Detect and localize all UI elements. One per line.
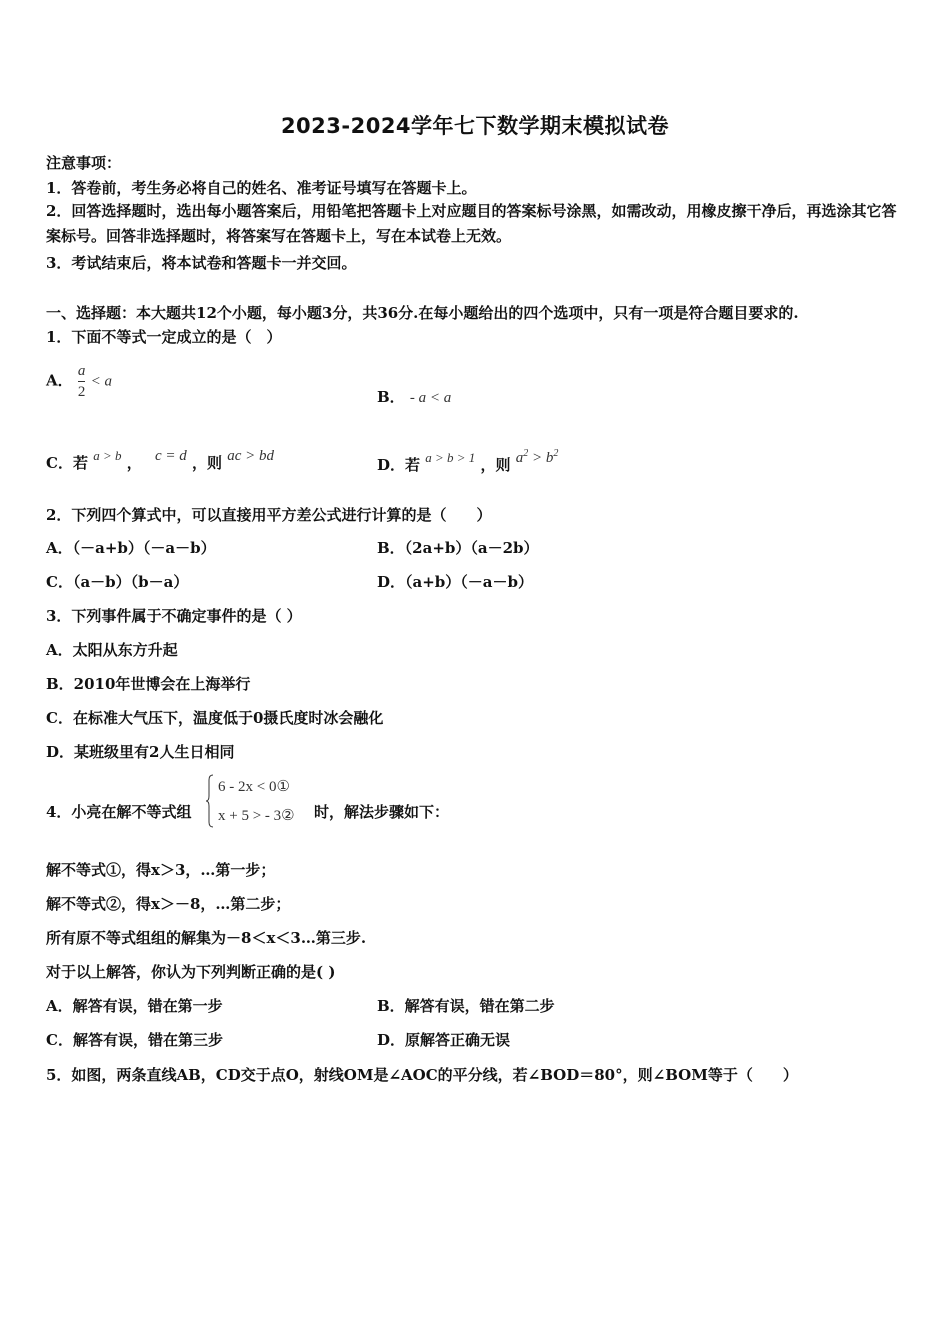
q2-option-b[interactable]: B．（2a+b）（a－2b） xyxy=(377,539,539,557)
q4-stem-pre: 4．小亮在解不等式组 xyxy=(46,803,192,821)
exponent: 2 xyxy=(523,448,529,459)
math-expr xyxy=(516,450,559,466)
fraction-numerator: a xyxy=(77,363,86,379)
q1-option-a[interactable] xyxy=(46,362,112,401)
then-text: ，则 xyxy=(191,454,222,472)
q1-stem: 1．下面不等式一定成立的是（ ） xyxy=(46,328,282,346)
system-row-2: x + 5 > - 3② xyxy=(218,808,295,824)
fraction-denominator: 2 xyxy=(77,384,86,400)
q4-step-3: 所有原不等式组组的解集为－8＜x＜3…第三步. xyxy=(46,929,367,947)
q4-stem-post: 时，解法步骤如下： xyxy=(314,803,450,821)
exponent: 2 xyxy=(553,448,559,459)
q2-option-c[interactable]: C．（a－b）（b－a） xyxy=(46,573,189,591)
q3-option-a[interactable]: A．太阳从东方升起 xyxy=(46,641,178,659)
q2-stem: 2．下列四个算式中，可以直接用平方差公式进行计算的是（ ） xyxy=(46,506,492,524)
base-a: a xyxy=(515,450,524,466)
q4-question: 对于以上解答，你认为下列判断正确的是( ) xyxy=(46,963,336,981)
q5-stem: 5．如图，两条直线AB，CD交于点O，射线OM是∠AOC的平分线，若∠BOD＝80°，则∠BOM等于（ ） xyxy=(46,1066,798,1084)
q3-option-b[interactable]: B．2010年世博会在上海举行 xyxy=(46,675,251,693)
math-expr: < a xyxy=(90,373,112,390)
math-expr: a > b xyxy=(93,448,122,463)
option-label: A． xyxy=(46,371,73,390)
math-expr: c = d xyxy=(154,448,187,464)
q4-option-a[interactable]: A．解答有误，错在第一步 xyxy=(46,997,223,1015)
fraction-bar xyxy=(78,381,86,382)
base-b: > b xyxy=(528,450,554,466)
notice-item-1: 1．答卷前，考生务必将自己的姓名、准考证号填写在答题卡上。 xyxy=(46,179,477,197)
math-expr: - a < a xyxy=(409,390,452,406)
q3-option-d[interactable]: D．某班级里有2人生日相同 xyxy=(46,743,235,761)
math-expr: ac > bd xyxy=(227,448,274,464)
q4-option-c[interactable]: C．解答有误，错在第三步 xyxy=(46,1031,223,1049)
q1-option-d[interactable] xyxy=(377,448,558,475)
notice-item-2: 2．回答选择题时，选出每小题答案后，用铅笔把答题卡上对应题目的答案标号涂黑，如需改动，用橡皮擦干净后，再选涂其它答案标号。回答非选择题时，将答案写在答题卡上，写在本试卷上无效。 xyxy=(46,202,897,245)
q4-step-2: 解不等式②，得x＞－8，…第二步； xyxy=(46,895,291,913)
q2-option-d[interactable]: D．（a+b）（－a－b） xyxy=(377,573,533,591)
q3-option-c[interactable]: C．在标准大气压下，温度低于0摄氏度时冰会融化 xyxy=(46,709,384,727)
section-heading: 一、选择题：本大题共12个小题，每小题3分，共36分.在每小题给出的四个选项中，只有一项是符合题目要求的. xyxy=(46,304,799,322)
notice-heading: 注意事项： xyxy=(46,154,122,172)
q4-step-1: 解不等式①，得x＞3，…第一步； xyxy=(46,861,276,879)
then-text: ，则 xyxy=(480,456,511,474)
system-row-1: 6 - 2x < 0① xyxy=(218,779,290,795)
option-label: B． xyxy=(377,388,405,406)
notice-item-3: 3．考试结束后，将本试卷和答题卡一并交回。 xyxy=(46,254,357,272)
q2-option-a[interactable]: A．（－a+b）（－a－b） xyxy=(46,539,216,557)
fraction xyxy=(78,362,86,401)
option-label: D．若 xyxy=(377,456,421,474)
q1-option-c[interactable] xyxy=(46,448,274,473)
q1-option-b[interactable] xyxy=(377,386,451,407)
separator: ， xyxy=(126,454,142,472)
q4-option-b[interactable]: B．解答有误，错在第二步 xyxy=(377,997,555,1015)
option-label: C．若 xyxy=(46,454,88,472)
system-brace xyxy=(206,774,214,828)
page-title: 2023-2024学年七下数学期末模拟试卷 xyxy=(280,114,670,138)
math-expr: a > b > 1 xyxy=(425,450,476,465)
q4-option-d[interactable]: D．原解答正确无误 xyxy=(377,1031,511,1049)
q3-stem: 3．下列事件属于不确定事件的是（ ） xyxy=(46,607,302,625)
